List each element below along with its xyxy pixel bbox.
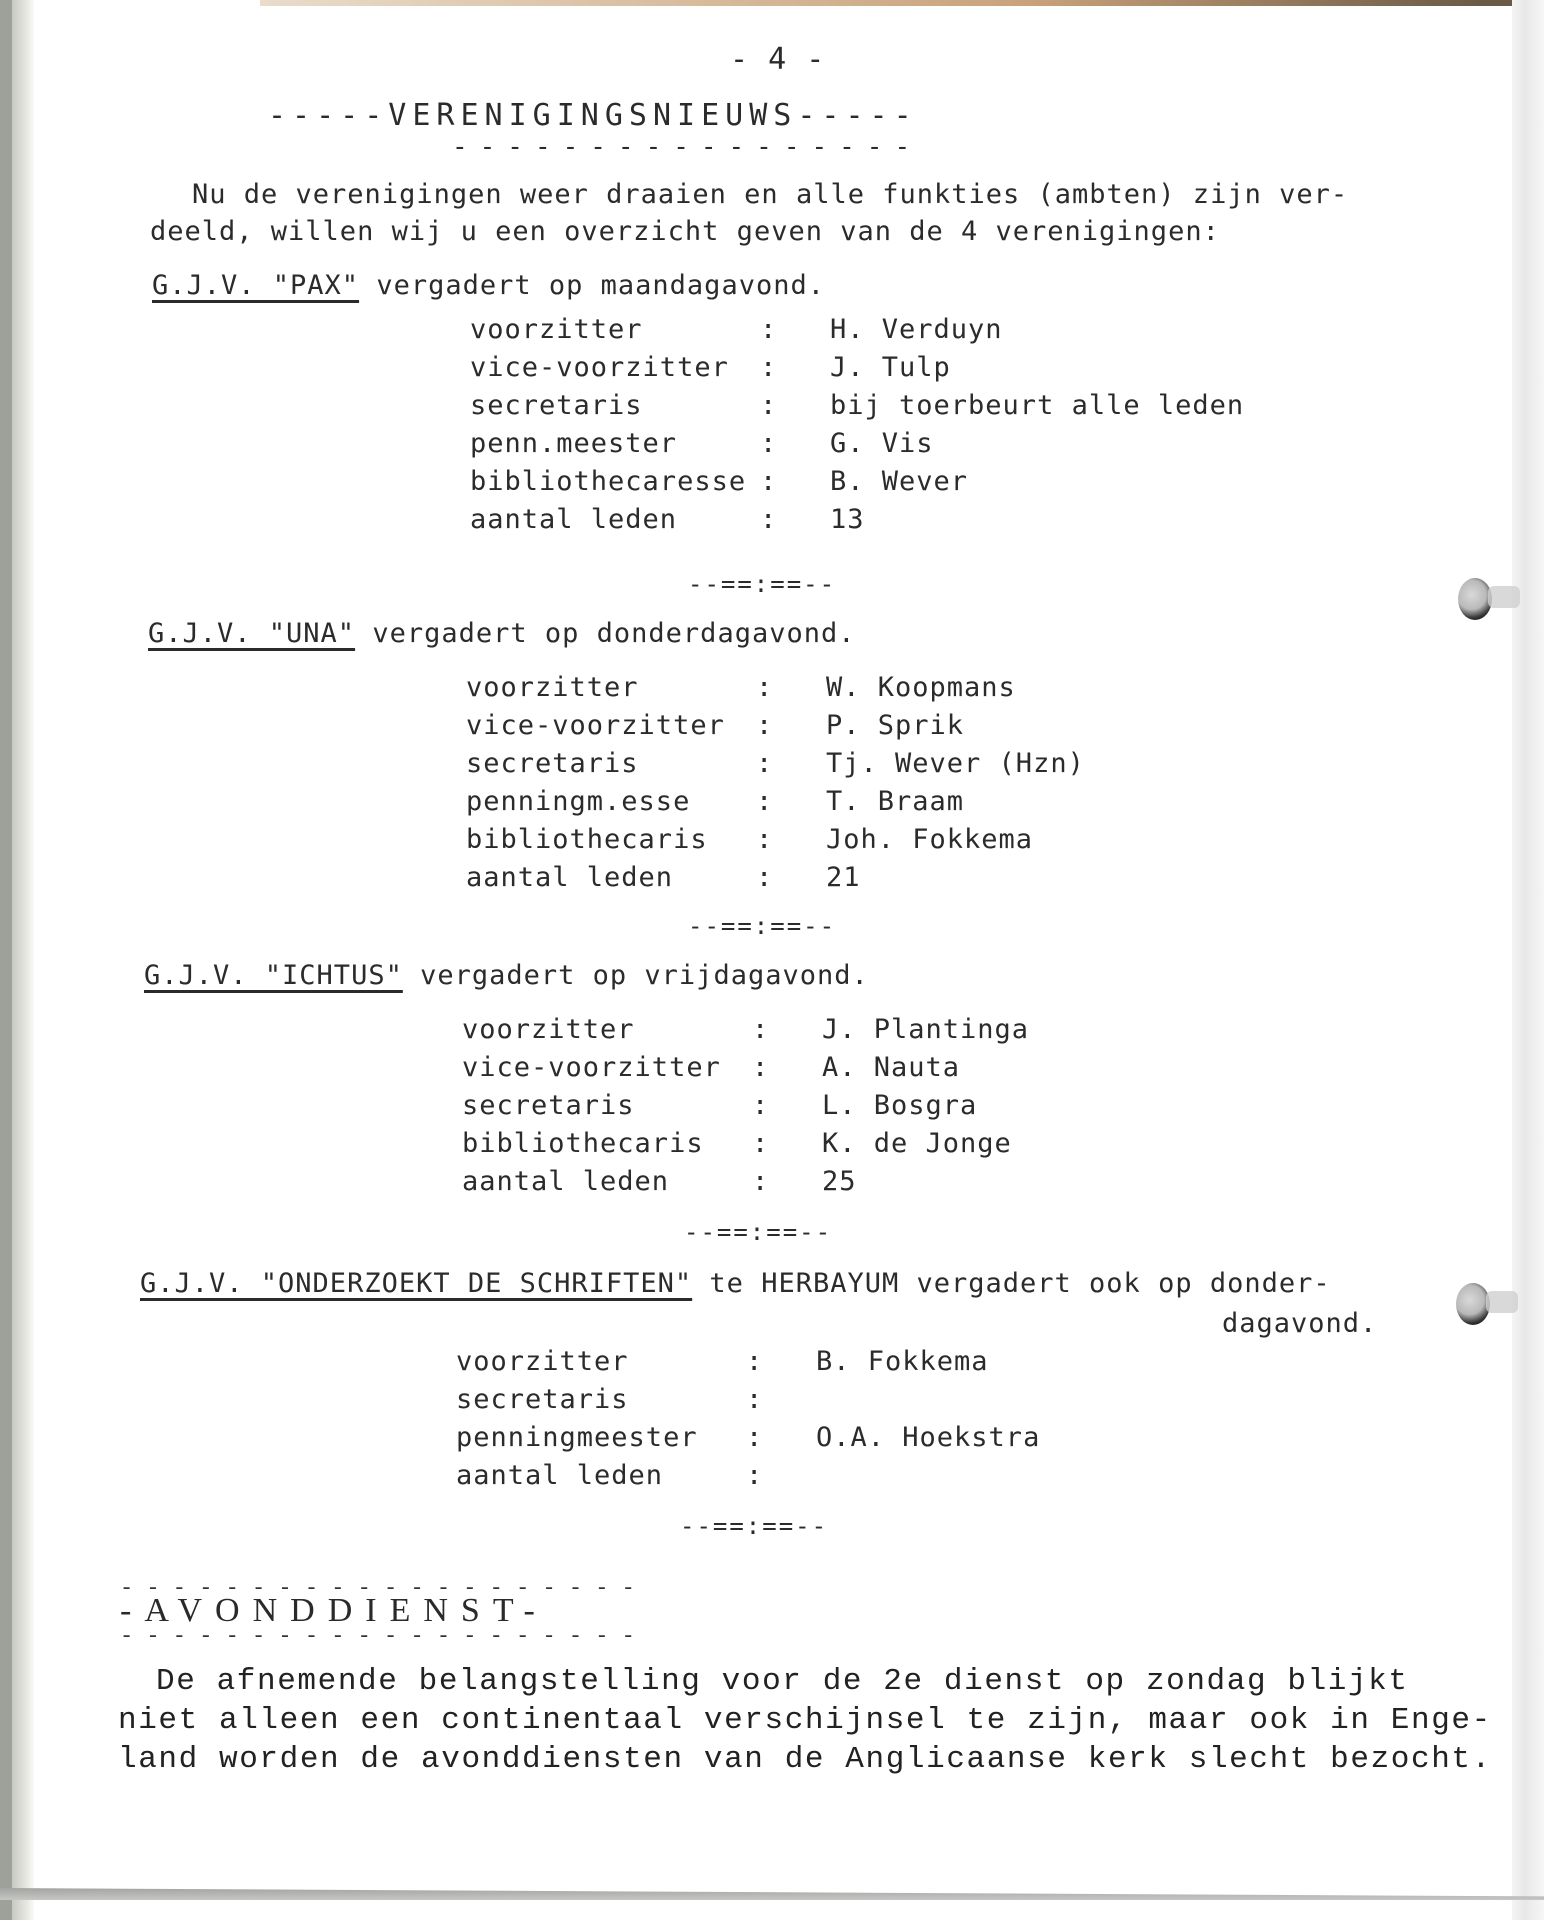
colon: : (760, 428, 778, 459)
club-meeting: vergadert op vrijdagavond. (402, 960, 869, 991)
officer-row (462, 1090, 1029, 1128)
officer-person: T. Braam (826, 786, 965, 817)
scan-edge-bottom (0, 1888, 1544, 1900)
club-heading (140, 1268, 1331, 1299)
officer-role: aantal leden (466, 862, 674, 893)
avonddienst-paragraph (118, 1662, 1498, 1779)
paragraph-line: niet alleen een continentaal verschijnsel te zijn, maar ook in Enge- (118, 1703, 1492, 1738)
officer-role: bibliothecaris (466, 824, 708, 855)
officer-role: vice-voorzitter (466, 710, 725, 741)
officer-row (462, 1014, 1029, 1052)
officer-person: J. Tulp (830, 352, 951, 383)
colon: : (756, 672, 774, 703)
officer-row (466, 786, 1085, 824)
colon: : (746, 1346, 764, 1377)
colon: : (756, 786, 774, 817)
officer-role: penningmeester (456, 1422, 698, 1453)
officer-role: vice-voorzitter (462, 1052, 721, 1083)
club-meeting: vergadert op maandagavond. (359, 270, 825, 301)
officer-row (470, 314, 1244, 352)
separator: --==:==-- (688, 570, 837, 598)
club-name: G.J.V. "PAX" (152, 270, 360, 301)
officer-row (470, 504, 1244, 544)
officer-person: H. Verduyn (830, 314, 1003, 345)
officer-row (462, 1128, 1029, 1166)
officer-person: L. Bosgra (822, 1090, 978, 1121)
officer-row (456, 1384, 1040, 1422)
officer-person: bij toerbeurt alle leden (830, 390, 1245, 421)
officer-role: voorzitter (466, 672, 639, 703)
paragraph-line: land worden de avonddiensten van de Anglicaanse kerk slecht bezocht. (118, 1742, 1492, 1777)
officer-role: penn.meester (470, 428, 678, 459)
club-meeting-continued: dagavond. (1222, 1308, 1378, 1339)
officer-row (466, 862, 1085, 902)
avonddienst-dash-bottom: - - - - - - - - - - - - - - - - - - - - (120, 1624, 635, 1649)
officer-role: aantal leden (462, 1166, 670, 1197)
officer-row (470, 390, 1244, 428)
officer-person: K. de Jonge (822, 1128, 1012, 1159)
officer-row (456, 1346, 1040, 1384)
club-name: G.J.V. "ONDERZOEKT DE SCHRIFTEN" (140, 1268, 693, 1299)
officer-role: aantal leden (456, 1460, 664, 1491)
section-title-underline: ----------------- (452, 132, 923, 162)
scan-edge-left (0, 0, 12, 1920)
club-name: G.J.V. "UNA" (148, 618, 356, 649)
officer-row (466, 710, 1085, 748)
colon: : (756, 710, 774, 741)
officer-list (456, 1346, 1040, 1498)
scan-edge-right (1512, 0, 1544, 1920)
scan-edge-left-shadow (12, 0, 34, 1920)
officer-role: voorzitter (470, 314, 643, 345)
officer-list (462, 1014, 1029, 1208)
colon: : (746, 1422, 764, 1453)
officer-person: Tj. Wever (Hzn) (826, 748, 1085, 779)
colon: : (756, 748, 774, 779)
officer-person: 13 (830, 504, 865, 535)
separator: --==:==-- (680, 1512, 829, 1540)
officer-role: voorzitter (462, 1014, 635, 1045)
scan-edge-top (260, 0, 1544, 6)
binder-hole-icon (1456, 1283, 1490, 1325)
club-heading (152, 270, 825, 301)
intro-line: Nu de verenigingen weer draaien en alle funkties (ambten) zijn ver- (192, 179, 1349, 210)
officer-person: B. Wever (830, 466, 969, 497)
intro-paragraph (150, 176, 1430, 250)
colon: : (752, 1052, 770, 1083)
colon: : (760, 390, 778, 421)
officer-row (462, 1052, 1029, 1090)
colon: : (760, 466, 778, 497)
officer-person: O.A. Hoekstra (816, 1422, 1041, 1453)
officer-person: A. Nauta (822, 1052, 961, 1083)
colon: : (752, 1166, 770, 1197)
colon: : (746, 1460, 764, 1491)
colon: : (760, 352, 778, 383)
officer-role: secretaris (466, 748, 639, 779)
officer-role: bibliothecaris (462, 1128, 704, 1159)
officer-role: vice-voorzitter (470, 352, 729, 383)
officer-person: Joh. Fokkema (826, 824, 1034, 855)
colon: : (752, 1014, 770, 1045)
officer-row (470, 428, 1244, 466)
separator: --==:==-- (688, 912, 837, 940)
binder-hole-icon (1458, 578, 1492, 620)
colon: : (746, 1384, 764, 1415)
officer-role: secretaris (456, 1384, 629, 1415)
officer-role: secretaris (462, 1090, 635, 1121)
separator: --==:==-- (684, 1218, 833, 1246)
club-meeting: te HERBAYUM vergadert ook op donder- (692, 1268, 1331, 1299)
officer-row (466, 672, 1085, 710)
officer-person: P. Sprik (826, 710, 965, 741)
officer-row (466, 748, 1085, 786)
colon: : (756, 862, 774, 893)
avonddienst-title: -AVONDDIENST- (120, 1592, 548, 1629)
colon: : (756, 824, 774, 855)
officer-row (466, 824, 1085, 862)
colon: : (752, 1090, 770, 1121)
officer-role: penningm.esse (466, 786, 691, 817)
officer-role: secretaris (470, 390, 643, 421)
officer-row (456, 1422, 1040, 1460)
club-meeting: vergadert op donderdagavond. (355, 618, 856, 649)
officer-person: W. Koopmans (826, 672, 1016, 703)
colon: : (760, 504, 778, 535)
officer-person: J. Plantinga (822, 1014, 1030, 1045)
intro-line: deeld, willen wij u een overzicht geven van de 4 verenigingen: (150, 216, 1220, 247)
officer-person: 21 (826, 862, 861, 893)
officer-row (462, 1166, 1029, 1208)
officer-role: aantal leden (470, 504, 678, 535)
officer-list (470, 314, 1244, 544)
club-heading (144, 960, 869, 991)
officer-person: 25 (822, 1166, 857, 1197)
officer-person: G. Vis (830, 428, 934, 459)
page-number: - 4 - (730, 42, 826, 77)
officer-role: voorzitter (456, 1346, 629, 1377)
officer-list (466, 672, 1085, 902)
club-name: G.J.V. "ICHTUS" (144, 960, 403, 991)
paragraph-line: De afnemende belangstelling voor de 2e dienst op zondag blijkt (156, 1664, 1409, 1699)
officer-role: bibliothecaresse (470, 466, 747, 497)
colon: : (760, 314, 778, 345)
officer-row (470, 352, 1244, 390)
section-title: -----VERENIGINGSNIEUWS----- (268, 98, 918, 133)
officer-person: B. Fokkema (816, 1346, 989, 1377)
officer-row (470, 466, 1244, 504)
avonddienst-dash-top: - - - - - - - - - - - - - - - - - - - - (120, 1576, 635, 1601)
colon: : (752, 1128, 770, 1159)
club-heading (148, 618, 855, 649)
officer-row (456, 1460, 1040, 1498)
